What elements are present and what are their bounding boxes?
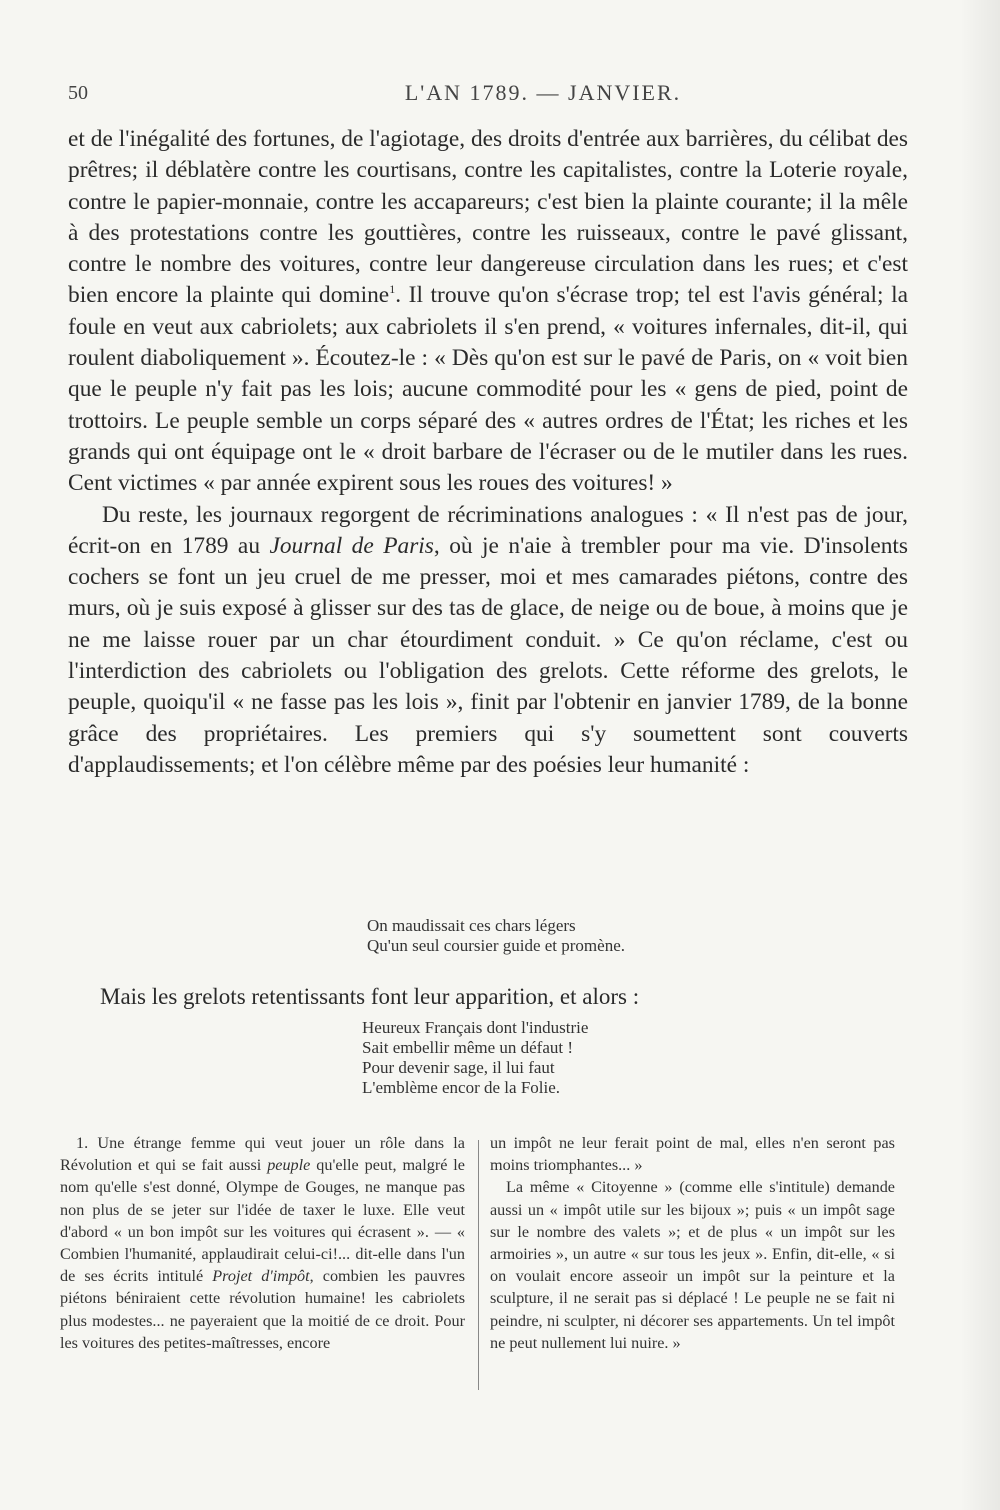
page-header bbox=[68, 80, 948, 114]
footnote-1 bbox=[60, 1132, 465, 1354]
paragraph-1-text-cont: . Il trouve qu'on s'écrase trop; tel est l'avis général; la foule en veut aux cabriolets; aux cabriolets il s'en prend, « voitures infernales, dit-il, qui roulent diaboliquement ». Écoutez-le : « Dès qu'on est sur le pavé de Paris, on « voit bien que le peuple n'y fait pas les lois; aucune commodité pour les « gens de pied, point de trottoirs. Le peuple semble un corps séparé des « autres ordres de l'État; les riches et les grands qui ont équipage ont le « droit barbare de l'écraser ou de le mutiler dans les rues. Cent victimes « par année expirent sous les roues des voitures! » bbox=[68, 282, 908, 497]
footnote-text: 1. Une étrange femme qui veut jouer un rôle dans la Révolution et qui se fait aussi bbox=[60, 1134, 465, 1175]
footnote-text: , combien les pauvres piétons béniraient cette révolution humaine! les cabriolets plus modestes... ne payeraient que la moitié de ce droit. Pour les voitures des petites-maîtresses, encore bbox=[60, 1267, 465, 1352]
footnote-column-left bbox=[60, 1132, 465, 1354]
footnote-paragraph: La même « Citoyenne » (comme elle s'intitule) demande aussi un « impôt utile sur les bijoux »; puis « un impôt sage sur le nombre des valets »; et de plus « un impôt sur les armoiries », un autre « sur tous les jeux ». Enfin, dit-elle, « si on voulait encore asseoir un impôt sur la peinture et la sculpture, il ne serait pas si déplacé ! Le peuple ne se fait ni peindre, ni sculpter, ni décorer ses appartements. Un tel impôt ne peut nullement lui nuire. » bbox=[490, 1178, 895, 1352]
page-edge-shadow bbox=[960, 0, 1000, 1510]
paragraph-1 bbox=[68, 124, 908, 500]
column-divider bbox=[478, 1140, 479, 1390]
transition-line: Mais les grelots retentissants font leur apparition, et alors : bbox=[100, 984, 640, 1009]
paragraph-2-text: Du reste, les journaux regorgent de récriminations analogues : « Il n'est pas de jour, écrit-on en 1789 au bbox=[68, 501, 908, 559]
verse-line: Sait embellir même un défaut ! bbox=[362, 1038, 574, 1057]
footnote-marker: 1 bbox=[389, 282, 396, 297]
footnote-text: qu'elle peut, malgré le nom qu'elle s'est donné, Olympe de Gouges, ne manque pas non plus de se jeter sur l'idée de taxer le luxe. Elle veut d'abord « un bon impôt sur les voitures qui écrasent ». — « Combien l'humanité, applaudirait celui-ci!... dit-elle dans l'un de ses écrits intitulé bbox=[60, 1156, 465, 1286]
paragraph-2-text-cont: , où je n'aie à trembler pour ma vie. D'insolents cochers se font un jeu cruel de me presser, moi et mes camarades piétons, contre des murs, où je suis exposé à glisser sur des tas de glace, de neige ou de boue, à moins que je ne me laisse rouer par un char étourdiment conduit. » Ce qu'on réclame, c'est ou l'interdiction des cabriolets ou l'obligation des grelots. Cette réforme des grelots, le peuple, quoiqu'il « ne fasse pas les lois », finit par l'obtenir en janvier 1789, de la bonne grâce des propriétaires. Les premiers qui s'y soumettent sont couverts d'applaudissements; et l'on célèbre même par des poésies leur humanité : bbox=[68, 532, 908, 778]
verse-line: L'emblème encor de la Folie. bbox=[362, 1078, 561, 1097]
journal-title: Journal de Paris bbox=[269, 532, 434, 559]
footnote-italic: Projet d'impôt bbox=[212, 1267, 310, 1286]
footnotes bbox=[60, 1132, 910, 1392]
verse-quote-1 bbox=[367, 916, 697, 956]
running-head: L'AN 1789. — JANVIER. bbox=[404, 80, 682, 105]
footnote-column-right bbox=[490, 1132, 895, 1354]
verse-line: Pour devenir sage, il lui faut bbox=[362, 1058, 555, 1077]
page-number: 50 bbox=[68, 82, 88, 104]
main-text bbox=[68, 124, 908, 781]
verse-quote-2 bbox=[362, 1018, 692, 1098]
footnote-continuation: un impôt ne leur ferait point de mal, elles n'en seront pas moins triomphantes... » bbox=[490, 1134, 895, 1175]
verse-line: On maudissait ces chars légers bbox=[367, 916, 576, 935]
verse-line: Qu'un seul coursier guide et promène. bbox=[367, 936, 625, 955]
footnote-italic: peuple bbox=[267, 1156, 311, 1175]
paragraph-2 bbox=[68, 500, 908, 782]
paragraph-1-text: et de l'inégalité des fortunes, de l'agiotage, des droits d'entrée aux barrières, du célibat des prêtres; il déblatère contre les courtisans, contre les capitalistes, contre la Loterie royale, contre le papier-monnaie, contre les accapareurs; c'est bien la plainte courante; il la mêle à des protestations contre les gouttières, contre les ruisseaux, contre le pavé glissant, contre le nombre des voitures, contre leur dangereuse circulation dans les rues; et c'est bien encore la plainte qui domine bbox=[68, 126, 908, 309]
verse-line: Heureux Français dont l'industrie bbox=[362, 1018, 589, 1037]
